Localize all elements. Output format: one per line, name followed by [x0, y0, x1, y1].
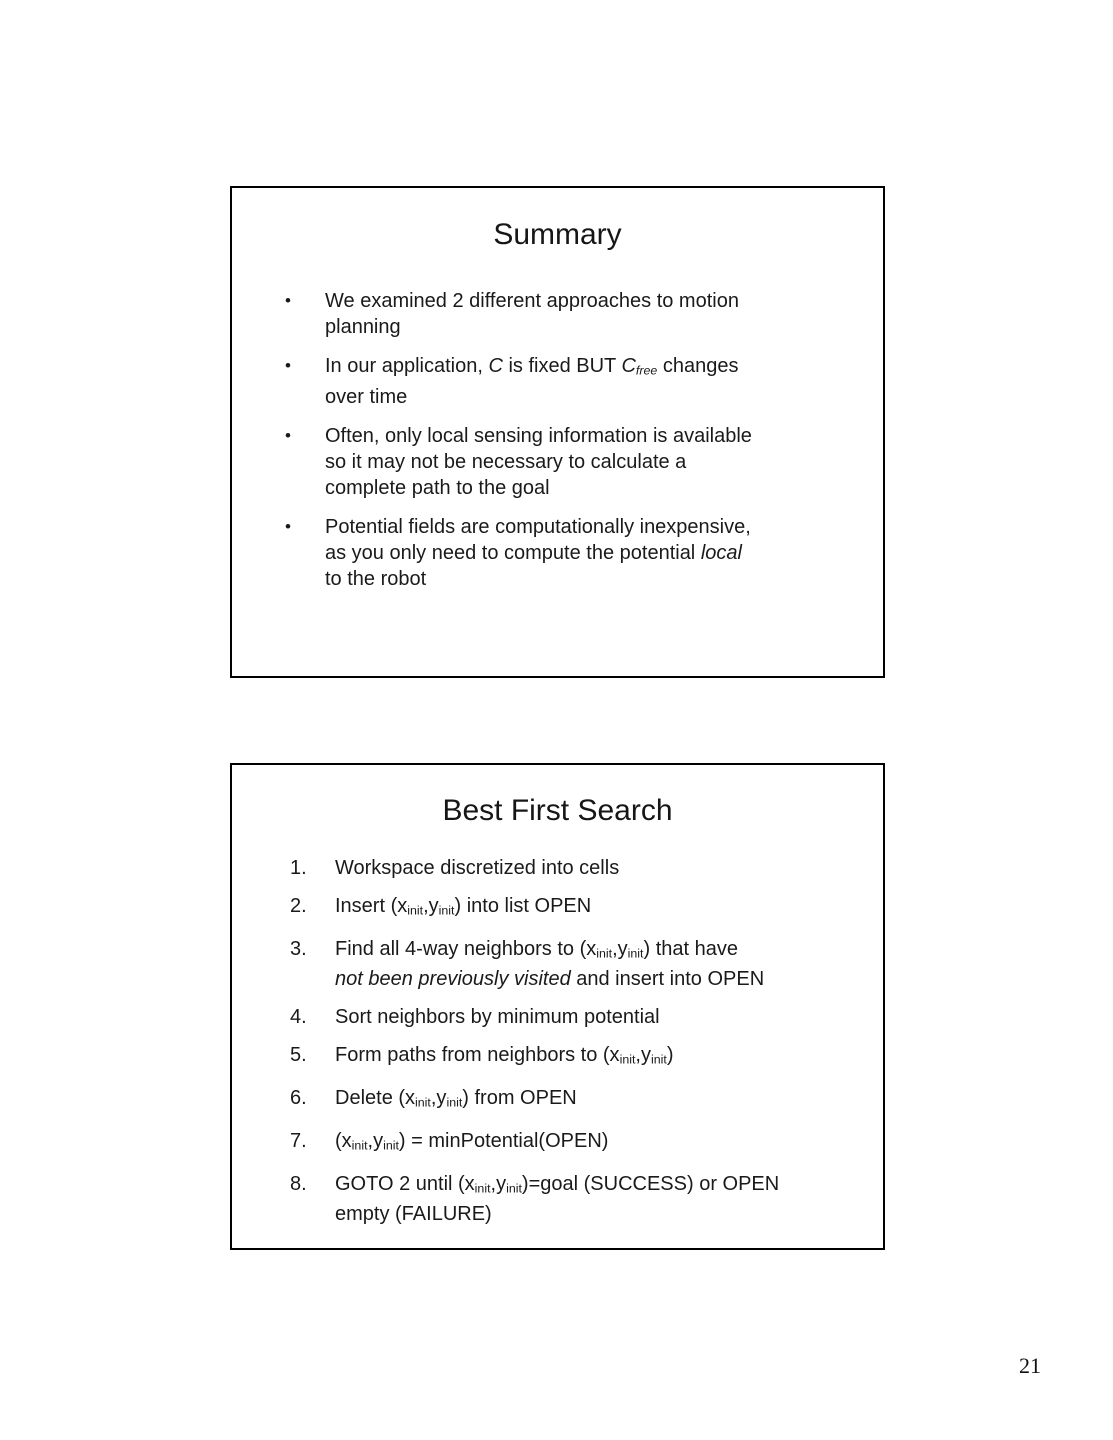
bullet-list — [232, 288, 883, 592]
bullet-marker: • — [285, 516, 291, 536]
numbered-list — [232, 855, 883, 1227]
bullet-marker: • — [285, 425, 291, 445]
item-text: Delete $(x_{init},y_{init})$ from OPEN — [335, 1087, 577, 1110]
item-number: 2. — [290, 895, 307, 917]
slide-best-first-search — [230, 763, 885, 1250]
bullet-marker: • — [285, 356, 291, 375]
slide-title: Summary — [493, 218, 622, 251]
item-number: 8. — [290, 1172, 307, 1195]
item-number: 3. — [290, 937, 307, 960]
list-item — [232, 1085, 883, 1116]
page-number: 21 — [1019, 1353, 1041, 1378]
list-item — [232, 514, 883, 592]
bullet-marker: • — [285, 291, 291, 310]
list-item — [232, 353, 883, 410]
item-text: We examined 2 different approaches to motion planning — [325, 290, 739, 338]
list-item — [232, 288, 883, 340]
list-item — [232, 855, 883, 881]
slide-summary — [230, 186, 885, 678]
item-text: $(x_{init},y_{init})$ = minPotential(OPEN) — [335, 1129, 609, 1153]
item-number: 6. — [290, 1087, 307, 1110]
item-number: 1. — [290, 857, 307, 879]
item-text: Sort neighbors by minimum potential — [335, 1006, 660, 1029]
item-number: 7. — [290, 1129, 307, 1152]
item-text: Form paths from neighbors to $(x_{init},y_{init})$ — [335, 1044, 674, 1068]
list-item — [232, 1042, 883, 1073]
item-text: Find all 4-way neighbors to $(x_{init},y_{init})$ that have not been previously visited and insert into OPEN — [335, 937, 765, 991]
item-text: Often, only local sensing information is available so it may not be necessary to calculate a complete path to the goal — [325, 424, 752, 499]
item-text: Workspace discretized into cells — [335, 857, 620, 879]
list-item — [232, 1004, 883, 1030]
list-item — [232, 1171, 883, 1228]
item-text: Potential fields are computationally inexpensive, as you only need to compute the potential local to the robot — [325, 515, 751, 590]
list-item — [232, 936, 883, 993]
item-text: GOTO 2 until $(x_{init},y_{init})=goal$ (SUCCESS) or OPEN empty (FAILURE) — [335, 1172, 780, 1226]
item-text: In our application, C is fixed BUT $C_{free}$ changes over time — [325, 355, 739, 408]
list-item — [232, 893, 883, 924]
list-item — [232, 1128, 883, 1159]
list-item — [232, 423, 883, 501]
item-number: 4. — [290, 1006, 307, 1029]
item-number: 5. — [290, 1044, 307, 1067]
slide-title: Best First Search — [442, 794, 673, 827]
item-text: Insert $(x_{init},y_{init})$ into list OPEN — [335, 895, 592, 918]
